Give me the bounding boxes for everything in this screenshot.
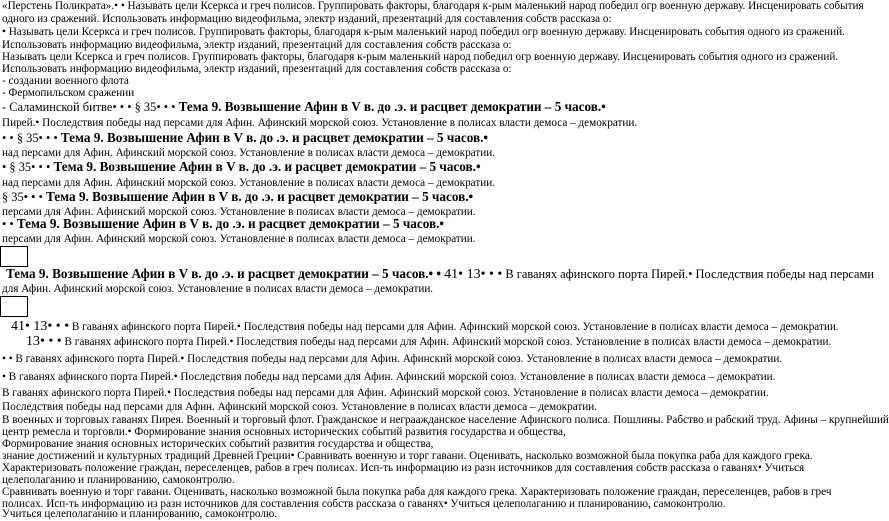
empty-image-placeholder [0, 296, 28, 317]
page-numbers: 13• • • [26, 334, 62, 349]
list-item: - Фермопильском сражении [2, 87, 135, 99]
text-line: Последствия победы над персами для Афин. Афинский морской союз. Установление в полисах власти демоса – демократии. [2, 401, 598, 413]
topic-heading: Тема 9. Возвышение Афин в V в. до .э. и расцвет демократии – 5 часов.• [53, 159, 481, 174]
text-line: В военных и торговых гаванях Пирея. Военный и торговый флот. Гражданское и неграажданское население Афинского полиса. Пошлины. Рабство и рабский труд. Афины – крупнейший [2, 414, 889, 426]
text-line: Использовать информацию видеофильма, электр изданий, презентаций для составления собств рассказа о: [2, 63, 512, 75]
heading-line [2, 131, 488, 145]
text-line: • В гаванях афинского порта Пирей.• Последствия победы над персами для Афин. Афинский морской союз. Установление в полисах власти демоса – демократии. [2, 371, 776, 383]
text-line: • Называть цели Ксеркса и греч полисов. Группировать факторы, благодаря к-рым маленький народ победил огр военную державу. Инсценировать события одного из сражений. [2, 26, 845, 38]
topic-heading: Тема 9. Возвышение Афин в V в. до .э. и расцвет демократии – 5 часов.• [46, 189, 474, 204]
heading-line [2, 190, 473, 204]
paragraph-ref: • § 35• • • [2, 160, 51, 174]
topic-heading: Тема 9. Возвышение Афин в V в. до .э. и расцвет демократии – 5 часов.• [178, 99, 606, 114]
text-line: целеполаганию и планированию, самоконтролю. [2, 474, 235, 486]
bullet-marks: • • [2, 217, 14, 231]
text-line: полисах. Исп-ть информацию из разн источников для составления собств рассказа о гаванях• Учиться целеполаганию и планированию, самоконтролю. [2, 498, 726, 510]
text-line: Пирей.• Последствия победы над персами для Афин. Афинский морской союз. Установление в полисах власти демоса – демократии. [2, 117, 638, 129]
heading-line [2, 217, 444, 231]
text-line: центр ремесла и торговли.• Формирование знания основных исторических событий развития государства и общества, [2, 426, 566, 438]
text-line: Формирование знания основных исторических событий развития государства и общества, [2, 438, 434, 450]
paragraph-ref: • • § 35• • • [2, 131, 58, 145]
text-line: одного из сражений. Использовать информацию видеофильма, электр изданий, презентаций для составления собств рассказа о: [2, 13, 612, 25]
list-item: - создании военного флота [2, 75, 129, 87]
lesson-text: В гаванях афинского порта Пирей.• Последствия победы над персами для Афин. Афинский морской союз. Установление в полисах власти демоса – демократии. [64, 336, 832, 348]
text-line: над персами для Афин. Афинский морской союз. Установление в полисах власти демоса – демократии. [2, 177, 496, 189]
text-line: • • В гаванях афинского порта Пирей.• Последствия победы над персами для Афин. Афинский морской союз. Установление в полисах власти демоса – демократии. [2, 353, 783, 365]
topic-heading: Тема 9. Возвышение Афин в V в. до .э. и расцвет демократии – 5 часов.• [60, 130, 489, 145]
text-line [26, 335, 831, 349]
text-line: знание достижений и культурных традиций Древней Греции• Сравнивать военную и торг гавани. Оценивать, насколько возможной была покупка раба для каждого грека. [2, 450, 813, 462]
lesson-text: В гаванях афинского порта Пирей.• Последствия победы над персами [505, 267, 875, 281]
paragraph-ref: - Саламинской битве• • • § 35• • • [2, 100, 176, 114]
heading-line [6, 267, 874, 281]
text-line: «Перстень Поликрата».• • Называть цели Ксеркса и греч полисов. Группировать факторы, благодаря к-рым маленький народ победил огр военную державу. Инсценировать события [2, 0, 864, 12]
topic-heading: Тема 9. Возвышение Афин в V в. до .э. и расцвет демократии – 5 часов.• • [6, 266, 442, 281]
text-line: Сравнивать военную и торг гавани. Оценивать, насколько возможной была покупка раба для каждого грека. Характеризовать положение граждан, переселенцев, рабов в греч [2, 486, 832, 498]
text-line: персами для Афин. Афинский морской союз. Установление в полисах власти демоса – демократии. [2, 206, 476, 218]
heading-line [2, 160, 481, 174]
list-item-with-heading [2, 100, 606, 114]
text-line: В гаванях афинского порта Пирей.• Последствия победы над персами для Афин. Афинский морской союз. Установление в полисах власти демоса – демократии. [2, 387, 769, 399]
page-numbers: 41• 13• • • [444, 267, 503, 282]
lesson-text: В гаванях афинского порта Пирей.• Последствия победы над персами для Афин. Афинский морской союз. Установление в полисах власти демоса – демократии. [71, 321, 839, 333]
text-line: Учиться целеполаганию и планированию, самоконтролю. [2, 508, 278, 520]
text-line: для Афин. Афинский морской союз. Установление в полисах власти демоса – демократии. [2, 283, 434, 295]
page-numbers: 41• 13• • • [11, 319, 70, 334]
text-line: Называть цели Ксеркса и греч полисов. Группировать факторы, благодаря к-рым маленький народ победил огр военную державу. Инсценировать события одного из сражений. [2, 51, 839, 63]
text-line: Использовать информацию видеофильма, электр изданий, презентаций для составления собств рассказа о: [2, 39, 512, 51]
text-line: Характеризовать положение граждан, переселенцев, рабов в греч полисах. Исп-ть информацию из разн источников для составления собств рассказа о гаванях• Учиться [2, 462, 805, 474]
topic-heading: Тема 9. Возвышение Афин в V в. до .э. и расцвет демократии – 5 часов.• [16, 216, 445, 231]
paragraph-ref: § 35• • • [2, 190, 43, 204]
text-line: персами для Афин. Афинский морской союз. Установление в полисах власти демоса – демократии. [2, 233, 476, 245]
empty-image-placeholder [0, 246, 28, 267]
text-line: над персами для Афин. Афинский морской союз. Установление в полисах власти демоса – демократии. [2, 147, 496, 159]
text-line [11, 320, 839, 334]
